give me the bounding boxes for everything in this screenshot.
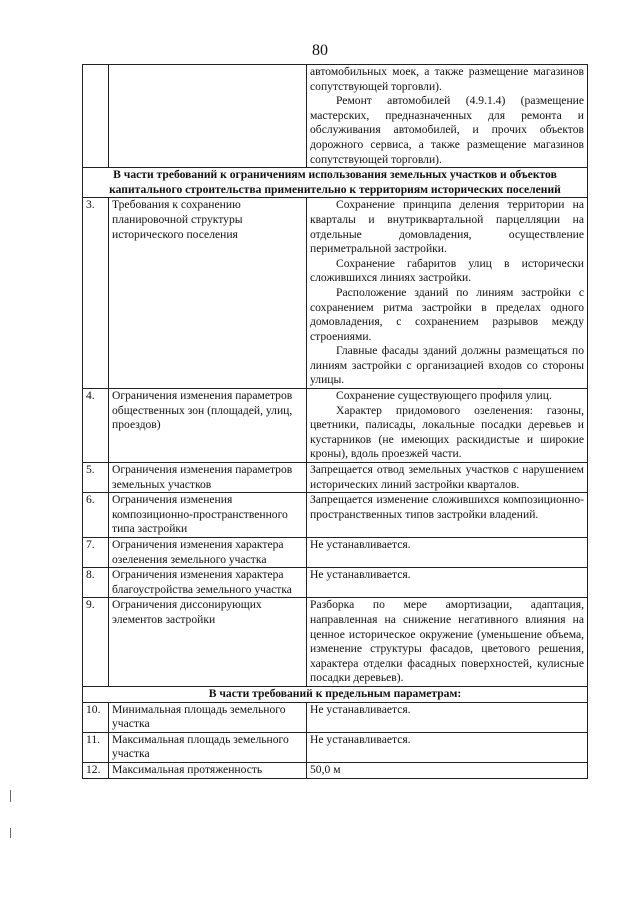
table-row — [83, 493, 588, 538]
row-value-cell — [307, 598, 588, 687]
row-number-cell: 11. — [83, 732, 109, 762]
value-paragraph: Не устанавливается. — [310, 702, 411, 716]
value-paragraph: Разборка по мере амортизации, адаптация, направленная на снижение негативного влияния на ценное историческое окружение (уменьшение объема, изменение структуры фасадов, цветового решения, характера отделки фасадных поверхностей, кулисные посадки деревьев). — [310, 598, 584, 685]
section-header-row — [83, 168, 588, 198]
row-number-cell: 7. — [83, 538, 109, 568]
table-row — [83, 598, 588, 687]
row-name-cell — [109, 65, 307, 168]
row-name-cell: Ограничения изменения характера озеленения земельного участка — [109, 538, 307, 568]
section-title: В части требований к ограничениям использования земельных участков и объектов капитального строительства применительно к территориям исторических поселений — [83, 168, 588, 198]
value-paragraph: Характер придомового озеленения: газоны, цветники, палисады, локальные посадки деревьев и кустарников (не имеющих раскидистые и широкие кроны), вдоль проезжей части. — [310, 403, 584, 461]
row-name-cell: Максимальная площадь земельного участка — [109, 732, 307, 762]
value-paragraph: Главные фасады зданий должны размещаться по линиям застройки с организацией входов со стороны улицы. — [310, 344, 584, 387]
table-row — [83, 463, 588, 493]
value-paragraph: Сохранение принципа деления территории на кварталы и внутриквартальной парцелляции на отдельные домовладения, осуществление периметральной застройки. — [310, 198, 584, 256]
section-title: В части требований к предельным параметрам: — [83, 686, 588, 702]
row-name-cell: Ограничения изменения характера благоустройства земельного участка — [109, 568, 307, 598]
row-value-cell — [307, 493, 588, 538]
row-value-cell — [307, 389, 588, 463]
table-row — [83, 538, 588, 568]
value-paragraph: Ремонт автомобилей (4.9.1.4) (размещение мастерских, предназначенных для ремонта и обслуживания автомобилей, и прочих объектов дорожного сервиса, а также размещение магазинов сопутствующей торговли). — [310, 94, 584, 166]
value-paragraph: Сохранение габаритов улиц в исторически сложившихся линиях застройки. — [310, 256, 584, 285]
value-paragraph: Запрещается изменение сложившихся композиционно-пространственных типов застройки владений. — [310, 493, 584, 521]
section-header-row — [83, 686, 588, 702]
row-name-cell: Минимальная площадь земельного участка — [109, 702, 307, 732]
table-row — [83, 568, 588, 598]
value-paragraph: 50,0 м — [310, 762, 341, 776]
value-paragraph: Не устанавливается. — [310, 732, 411, 746]
row-number-cell: 3. — [83, 198, 109, 389]
page-number: 80 — [312, 42, 328, 59]
row-number-cell: 12. — [83, 762, 109, 778]
row-number-cell — [83, 65, 109, 168]
row-name-cell: Ограничения изменения параметров общественных зон (площадей, улиц, проездов) — [109, 389, 307, 463]
row-value-cell — [307, 463, 588, 493]
value-paragraph: Запрещается отвод земельных участков с нарушением исторических линий застройки кварталов. — [310, 463, 584, 491]
table-row — [83, 389, 588, 463]
row-name-cell: Максимальная протяженность — [109, 762, 307, 778]
row-name-cell: Ограничения изменения композиционно-пространственного типа застройки — [109, 493, 307, 538]
row-number-cell: 6. — [83, 493, 109, 538]
scan-mark-1 — [10, 790, 11, 802]
row-name-cell: Ограничения изменения параметров земельных участков — [109, 463, 307, 493]
value-paragraph: Расположение зданий по линиям застройки с сохранением ритма застройки в пределах одного домовладения, с сохранением разрывов между строениями. — [310, 285, 584, 343]
row-value-cell — [307, 762, 588, 778]
table-row — [83, 198, 588, 389]
row-name-cell: Ограничения диссонирующих элементов застройки — [109, 598, 307, 687]
row-number-cell: 9. — [83, 598, 109, 687]
row-value-cell — [307, 538, 588, 568]
row-value-cell — [307, 732, 588, 762]
row-number-cell: 8. — [83, 568, 109, 598]
regulations-table — [82, 64, 588, 779]
table-row — [83, 762, 588, 778]
row-value-cell — [307, 702, 588, 732]
scan-mark-2 — [10, 828, 11, 838]
row-number-cell: 5. — [83, 463, 109, 493]
table-body — [83, 65, 588, 779]
row-name-cell: Требования к сохранению планировочной структуры исторического поселения — [109, 198, 307, 389]
value-paragraph: Не устанавливается. — [310, 538, 411, 551]
row-number-cell: 10. — [83, 702, 109, 732]
table-row-continued — [83, 65, 588, 168]
row-value-cell — [307, 65, 588, 168]
row-value-cell — [307, 568, 588, 598]
value-paragraph: Сохранение существующего профиля улиц. — [336, 389, 552, 403]
value-paragraph: автомобильных моек, а также размещение магазинов сопутствующей торговли). — [310, 65, 584, 93]
row-value-cell — [307, 198, 588, 389]
value-paragraph: Не устанавливается. — [310, 568, 411, 582]
table-row — [83, 702, 588, 732]
row-number-cell: 4. — [83, 389, 109, 463]
table-row — [83, 732, 588, 762]
